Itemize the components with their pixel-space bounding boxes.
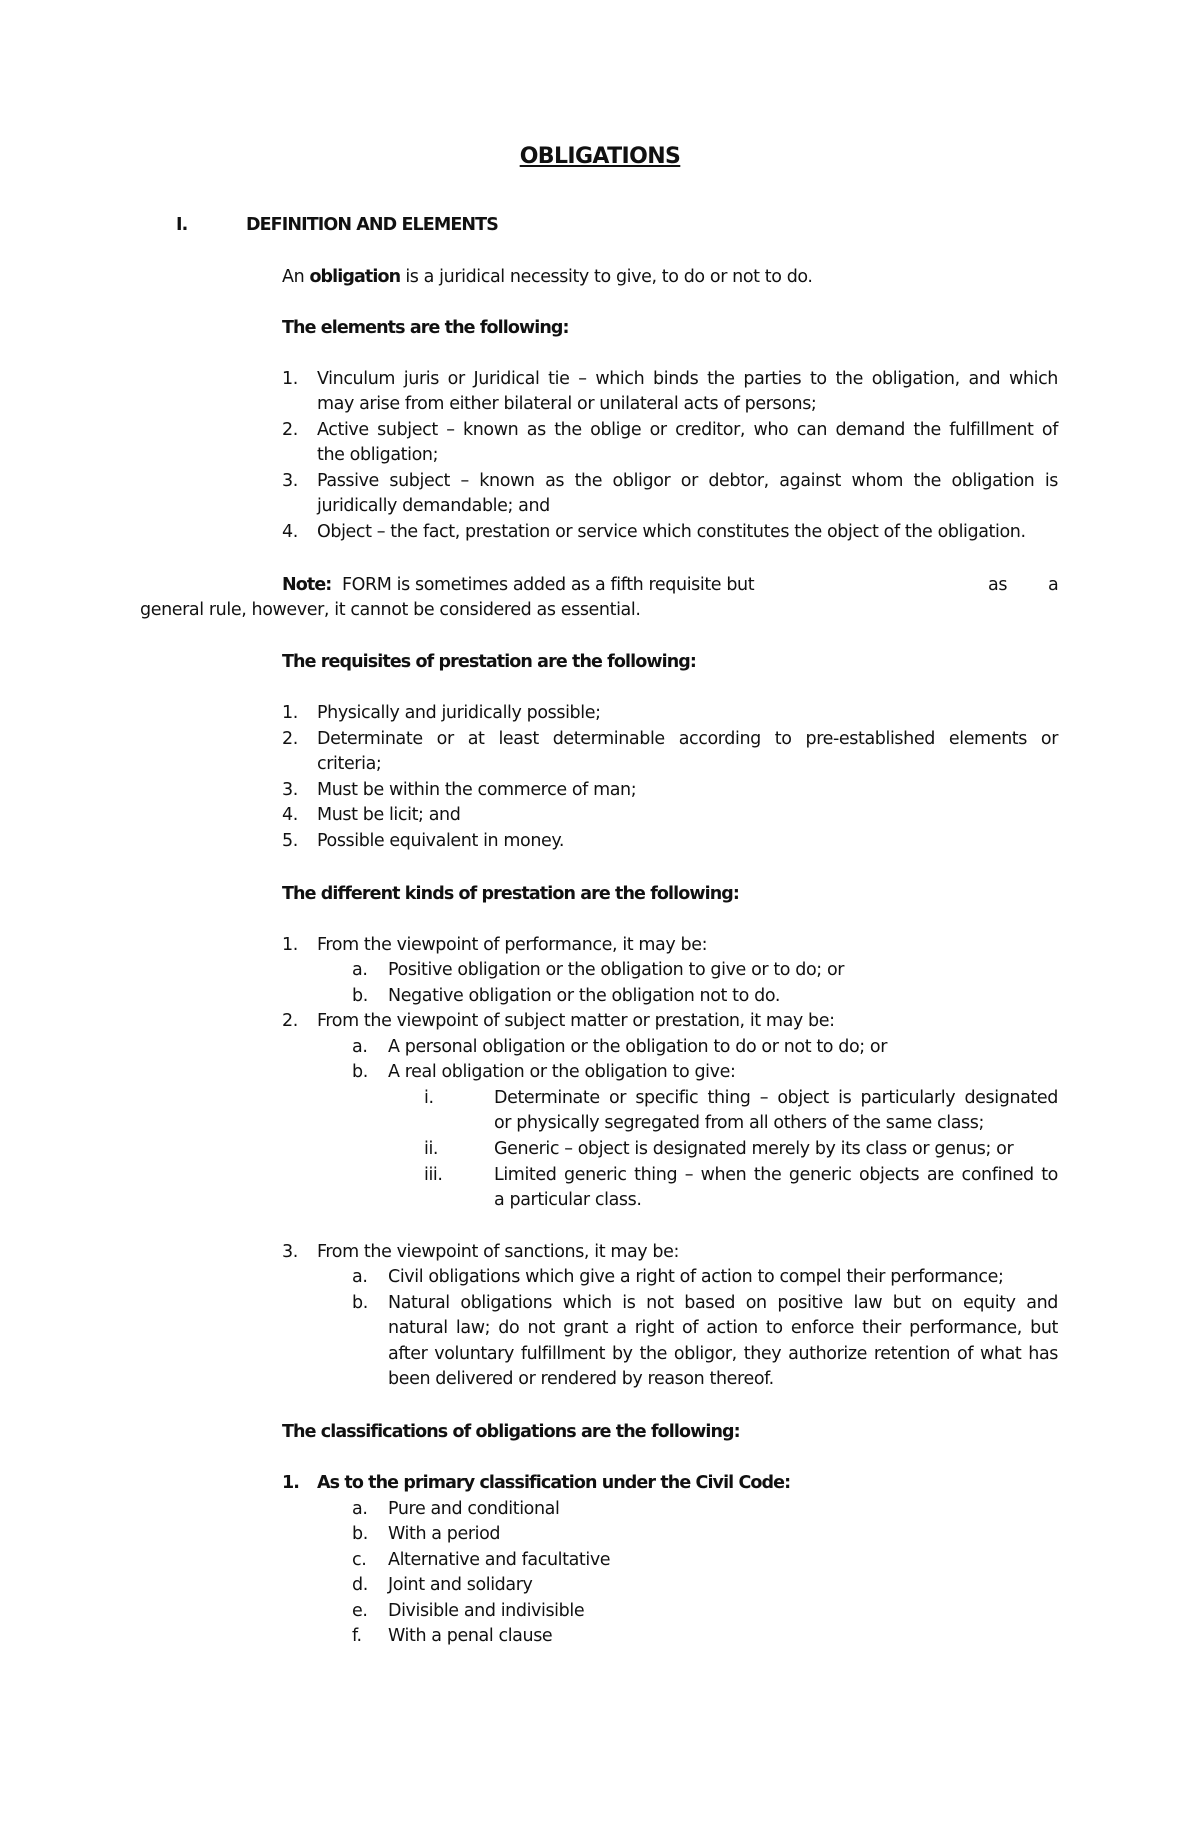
requisites-item-number: 1. — [282, 703, 298, 723]
classifications-subitem-text: With a period — [388, 1524, 501, 1544]
note-label: Note: — [282, 575, 332, 595]
requisites-item-line: criteria; — [317, 754, 382, 774]
elements-item-line: may arise from either bilateral or unilateral acts of persons; — [317, 394, 817, 414]
elements-item-line: Object – the fact, prestation or service which constitutes the object of the obligation. — [317, 522, 1026, 542]
requisites-item-line: Must be licit; and — [317, 805, 461, 825]
kinds-subitem-text: Negative obligation or the obligation not to do. — [388, 986, 780, 1006]
classifications-subitem-letter: f. — [352, 1626, 362, 1646]
elements-item-line: Passive subject – known as the obligor or debtor, against whom the obligation is — [317, 471, 1058, 491]
kinds-roman-number: i. — [424, 1088, 434, 1108]
classifications-subitem-letter: b. — [352, 1524, 368, 1544]
requisites-heading: The requisites of prestation are the following: — [282, 652, 696, 672]
requisites-item-line: Must be within the commerce of man; — [317, 780, 637, 800]
kinds-subitem-letter: b. — [352, 986, 368, 1006]
classifications-item-text: As to the primary classification under the Civil Code: — [317, 1473, 791, 1493]
kinds-subitem-line: been delivered or rendered by reason thereof. — [388, 1369, 774, 1389]
classifications-subitem-text: Pure and conditional — [388, 1499, 560, 1519]
requisites-item-line: Determinate or at least determinable according to pre-established elements or — [317, 729, 1058, 749]
section-numeral: I. — [176, 215, 188, 235]
kinds-heading: The different kinds of prestation are the following: — [282, 884, 740, 904]
requisites-item-number: 5. — [282, 831, 298, 851]
note-word-a: a — [1048, 575, 1059, 595]
kinds-subitem-letter: a. — [352, 1267, 368, 1287]
classifications-subitem-letter: d. — [352, 1575, 368, 1595]
kinds-subitem-text: Civil obligations which give a right of action to compel their performance; — [388, 1267, 1004, 1287]
classifications-subitem-letter: a. — [352, 1499, 368, 1519]
kinds-roman-line: Limited generic thing – when the generic objects are confined to — [494, 1165, 1058, 1185]
kinds-item-number: 3. — [282, 1242, 298, 1262]
kinds-roman-line: Generic – object is designated merely by its class or genus; or — [494, 1139, 1014, 1159]
kinds-roman-number: iii. — [424, 1165, 443, 1185]
classifications-subitem-letter: c. — [352, 1550, 367, 1570]
elements-item-line: Active subject – known as the oblige or creditor, who can demand the fulfillment of — [317, 420, 1058, 440]
section-heading: DEFINITION AND ELEMENTS — [246, 215, 498, 235]
definition-term: obligation — [309, 267, 401, 287]
kinds-item-text: From the viewpoint of sanctions, it may be: — [317, 1242, 679, 1262]
classifications-subitem-text: Alternative and facultative — [388, 1550, 611, 1570]
kinds-subitem-line: natural law; do not grant a right of action to enforce their performance, but — [388, 1318, 1058, 1338]
kinds-subitem-line: after voluntary fulfillment by the obligor, they authorize retention of what has — [388, 1344, 1058, 1364]
requisites-item-number: 2. — [282, 729, 298, 749]
classifications-item-number: 1. — [282, 1473, 300, 1493]
kinds-subitem-text: A real obligation or the obligation to give: — [388, 1062, 736, 1082]
elements-item-line: the obligation; — [317, 445, 439, 465]
definition-pre: An — [282, 267, 310, 287]
note-line-1: FORM is sometimes added as a fifth requisite but — [342, 575, 755, 595]
kinds-roman-line: Determinate or specific thing – object is particularly designated — [494, 1088, 1058, 1108]
note-word-as: as — [988, 575, 1008, 595]
kinds-roman-number: ii. — [424, 1139, 439, 1159]
classifications-subitem-letter: e. — [352, 1601, 368, 1621]
definition-paragraph — [282, 267, 813, 287]
requisites-item-number: 3. — [282, 780, 298, 800]
kinds-item-text: From the viewpoint of performance, it may be: — [317, 935, 708, 955]
document-title: OBLIGATIONS — [519, 144, 681, 169]
kinds-subitem-letter: b. — [352, 1062, 368, 1082]
elements-item-number: 1. — [282, 369, 298, 389]
note-line-2: general rule, however, it cannot be considered as essential. — [140, 600, 641, 620]
kinds-subitem-text: Positive obligation or the obligation to give or to do; or — [388, 960, 845, 980]
classifications-subitem-text: Joint and solidary — [388, 1575, 533, 1595]
requisites-item-number: 4. — [282, 805, 298, 825]
requisites-item-line: Possible equivalent in money. — [317, 831, 565, 851]
elements-item-number: 3. — [282, 471, 298, 491]
classifications-subitem-text: Divisible and indivisible — [388, 1601, 585, 1621]
kinds-roman-line: a particular class. — [494, 1190, 642, 1210]
elements-item-line: Vinculum juris or Juridical tie – which binds the parties to the obligation, and which — [317, 369, 1058, 389]
elements-item-line: juridically demandable; and — [317, 496, 550, 516]
kinds-item-number: 1. — [282, 935, 298, 955]
elements-item-number: 4. — [282, 522, 298, 542]
requisites-item-line: Physically and juridically possible; — [317, 703, 601, 723]
kinds-item-number: 2. — [282, 1011, 298, 1031]
kinds-subitem-letter: a. — [352, 1037, 368, 1057]
kinds-subitem-text: A personal obligation or the obligation to do or not to do; or — [388, 1037, 888, 1057]
kinds-subitem-line: Natural obligations which is not based on positive law but on equity and — [388, 1293, 1058, 1313]
kinds-subitem-letter: a. — [352, 960, 368, 980]
kinds-item-text: From the viewpoint of subject matter or prestation, it may be: — [317, 1011, 835, 1031]
kinds-roman-line: or physically segregated from all others of the same class; — [494, 1113, 984, 1133]
classifications-subitem-text: With a penal clause — [388, 1626, 553, 1646]
classifications-heading: The classifications of obligations are the following: — [282, 1422, 740, 1442]
kinds-subitem-letter: b. — [352, 1293, 368, 1313]
definition-post: is a juridical necessity to give, to do or not to do. — [400, 267, 813, 287]
elements-heading: The elements are the following: — [282, 318, 569, 338]
elements-item-number: 2. — [282, 420, 298, 440]
